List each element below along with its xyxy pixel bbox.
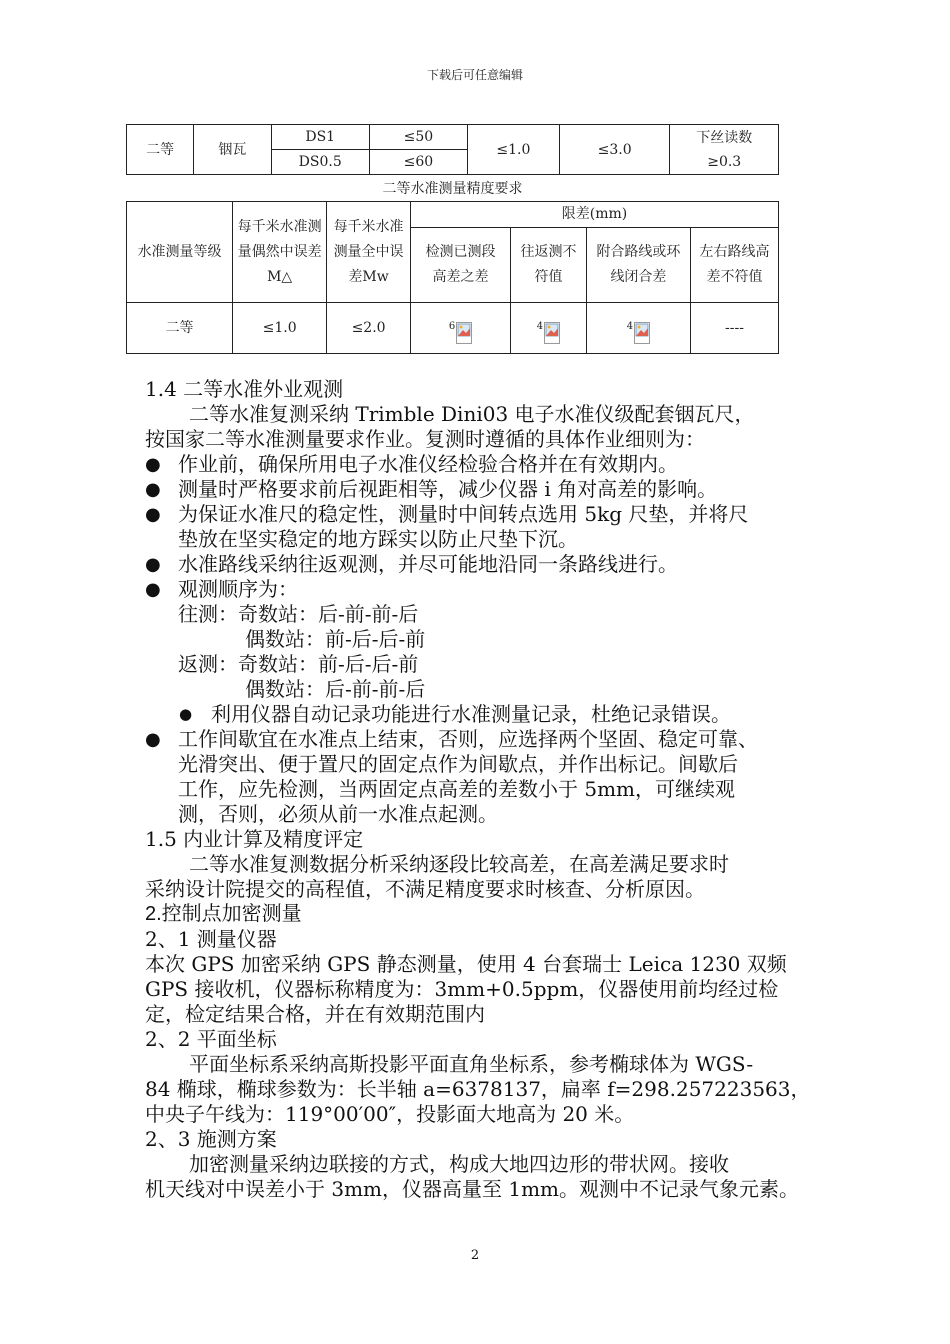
sec21-p1c: 定，检定结果合格，并在有效期范围内 — [145, 1002, 485, 1026]
bullet-7 — [145, 727, 820, 752]
bullet-2 — [145, 477, 820, 502]
table1-last — [670, 125, 779, 175]
bullet-7-text-b: 光滑突出、便于置尺的固定点作为间歇点，并作出标记。间歇后 — [178, 752, 738, 776]
section-2-2-title: 2、2 平面坐标 — [145, 1027, 277, 1051]
section-1-4-title: 1.4 二等水准外业观测 — [145, 377, 344, 401]
bullet-dot-icon: ● — [145, 454, 161, 475]
table1-col4: ≤1.0 — [467, 125, 559, 175]
bullet-3-text-b: 垫放在坚实稳定的地方踩实以防止尺垫下沉。 — [178, 527, 578, 551]
sec22-p1c: 中央子午线为：119°00′00″，投影面大地高为 20 米。 — [145, 1102, 635, 1126]
table2-caption: 二等水准测量精度要求 — [382, 181, 523, 197]
formula-num-1: 6 — [448, 320, 456, 332]
t2-row-random: ≤1.0 — [233, 303, 327, 354]
seq-go-odd: 往测：奇数站：后-前-前-后 — [178, 602, 419, 626]
bullet-3-text-a: 为保证水准尺的稳定性，测量时中间转点选用 5kg 尺垫，并将尺 — [178, 502, 749, 526]
bullet-4-text: 水准路线采纳往返观测，并尽可能地沿同一条路线进行。 — [178, 552, 678, 576]
table1-instrument-1: DS1 — [271, 125, 369, 150]
page-number: 2 — [470, 1248, 480, 1263]
sec15-p1a: 二等水准复测数据分析采纳逐段比较高差，在高差满足要求时 — [189, 852, 729, 876]
bullet-dot-icon: ● — [145, 479, 161, 500]
sec22-p1a: 平面坐标系采纳高斯投影平面直角坐标系，参考椭球体为 WGS- — [189, 1052, 754, 1076]
seq-go-even: 偶数站：前-后-后-前 — [245, 627, 426, 651]
table1-limit-2: ≤60 — [369, 150, 467, 175]
t2-row-level: 二等 — [127, 303, 233, 354]
bullet-7-text-c: 工作，应先检测，当两固定点高差的差数小于 5mm，可继续观 — [178, 777, 736, 801]
t2-row-formula-3 — [586, 303, 690, 354]
section-2-1-title: 2、1 测量仪器 — [145, 927, 277, 951]
table1-grade: 二等 — [127, 125, 194, 175]
sec23-p1b: 机天线对中误差小于 3mm，仪器高量至 1mm。观测中不记录气象元素。 — [145, 1177, 800, 1201]
t2-h-random: 每千米水准测量偶然中误差M△ — [233, 202, 327, 303]
section-2-title: 2.控制点加密测量 — [145, 903, 302, 925]
t2-h-sub-3: 附合路线或环线闭合差 — [586, 228, 690, 303]
bullet-1-text: 作业前，确保所用电子水准仪经检验合格并在有效期内。 — [178, 452, 678, 476]
bullet-dot-icon: ● — [145, 504, 161, 525]
t2-row-formula-2 — [511, 303, 587, 354]
t2-h-limit: 限差(mm) — [411, 202, 779, 228]
t2-h-sub-1: 检测已测段高差之差 — [411, 228, 511, 303]
table1-instrument-2: DS0.5 — [271, 150, 369, 175]
section-2-3-title: 2、3 施测方案 — [145, 1127, 277, 1151]
bullet-5-text: 观测顺序为： — [178, 577, 298, 601]
bullet-3 — [145, 502, 820, 527]
bullet-4 — [145, 552, 820, 577]
t2-row-total: ≤2.0 — [327, 303, 411, 354]
sec14-p1b: 按国家二等水准测量要求作业。复测时遵循的具体作业细则为： — [145, 427, 705, 451]
bullet-7-text-d: 测，否则，必须从前一水准点起测。 — [178, 802, 498, 826]
seq-back-odd: 返测：奇数站：前-后-后-前 — [178, 652, 419, 676]
seq-back-even: 偶数站：后-前-前-后 — [245, 677, 426, 701]
table1-limit-1: ≤50 — [369, 125, 467, 150]
document-body — [145, 377, 820, 1202]
bullet-7-text-a: 工作间歇宜在水准点上结束，否则，应选择两个坚固、稳定可靠、 — [178, 727, 758, 751]
bullet-2-text: 测量时严格要求前后视距相等，减少仪器 i 角对高差的影响。 — [178, 477, 718, 501]
bullet-1 — [145, 452, 820, 477]
table1-last-line1: 下丝读数 — [696, 129, 753, 146]
t2-h-sub-4: 左右路线高差不符值 — [691, 228, 779, 303]
header-note: 下载后可任意编辑 — [426, 68, 523, 82]
table1-ruler: 铟瓦 — [194, 125, 271, 175]
sec21-p1a: 本次 GPS 加密采纳 GPS 静态测量，使用 4 台套瑞士 Leica 1230 双频 — [145, 952, 787, 976]
t2-row-formula-1 — [411, 303, 511, 354]
bullet-dot-icon: ● — [145, 579, 161, 600]
t2-h-sub-2: 往返测不符值 — [511, 228, 587, 303]
section-1-5-title: 1.5 内业计算及精度评定 — [145, 827, 364, 851]
bullet-dot-icon: ● — [179, 705, 193, 723]
table1-col5: ≤3.0 — [559, 125, 670, 175]
formula-num-3: 4 — [626, 320, 634, 332]
broken-image-icon — [456, 322, 472, 344]
sec23-p1a: 加密测量采纳边联接的方式，构成大地四边形的带状网。接收 — [189, 1152, 729, 1176]
table1-last-line2: ≥0.3 — [707, 153, 742, 170]
precision-table — [126, 201, 779, 354]
broken-image-icon — [634, 322, 650, 344]
bullet-dot-icon: ● — [145, 729, 161, 750]
sec22-p1b: 84 椭球，椭球参数为：长半轴 a=6378137，扁率 f=298.257223563， — [145, 1077, 811, 1101]
bullet-6-text: 利用仪器自动记录功能进行水准测量记录，杜绝记录错误。 — [211, 702, 731, 726]
instrument-table — [126, 124, 779, 175]
t2-h-level: 水准测量等级 — [127, 202, 233, 303]
sec15-p1b: 采纳设计院提交的高程值，不满足精度要求时核查、分析原因。 — [145, 877, 705, 901]
broken-image-icon — [544, 322, 560, 344]
formula-num-2: 4 — [536, 320, 544, 332]
t2-h-total: 每千米水准测量全中误差Mw — [327, 202, 411, 303]
t2-row-last: ---- — [691, 303, 779, 354]
bullet-dot-icon: ● — [145, 554, 161, 575]
bullet-5 — [145, 577, 820, 602]
sec14-p1a: 二等水准复测采纳 Trimble Dini03 电子水准仪级配套铟瓦尺， — [189, 402, 755, 426]
bullet-6 — [145, 702, 820, 727]
sec21-p1b: GPS 接收机，仪器标称精度为：3mm+0.5ppm，仪器使用前均经过检 — [145, 977, 779, 1001]
